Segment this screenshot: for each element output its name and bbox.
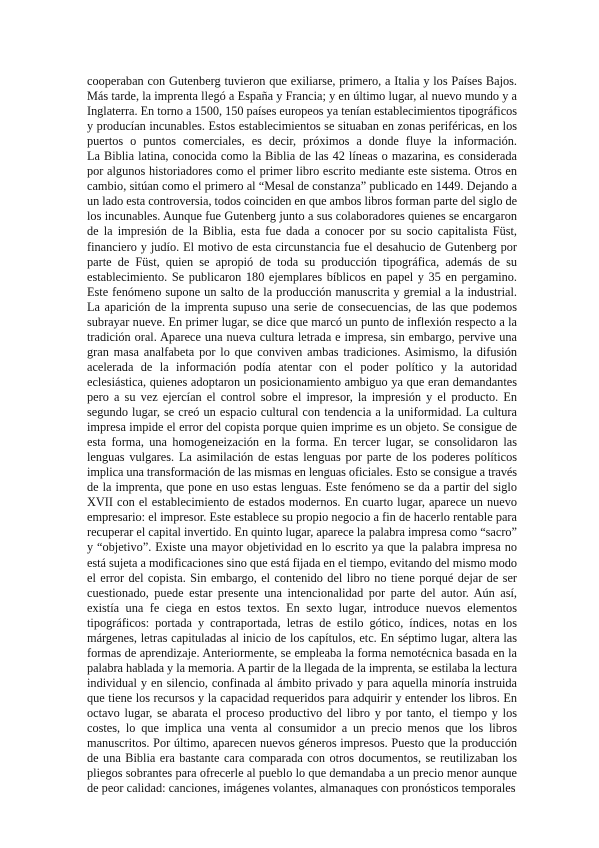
text-line: tipográficos: portada y contraportada, letras de estilo gótico, índices, notas en los: [87, 615, 517, 630]
text-line: por algunos historiadores como el primer libro escrito mediante este sistema. Otros en: [87, 164, 517, 179]
text-line: individual y en silencio, confinada al ámbito privado y para aquella minoría instruida: [87, 675, 517, 690]
text-line: La aparición de la imprenta supuso una serie de consecuencias, de las que podemos: [87, 299, 517, 314]
text-line: Inglaterra. En torno a 1500, 150 países europeos ya tenían establecimientos tipográficos: [87, 104, 517, 119]
body-text: [87, 74, 517, 796]
text-line: financiero y judío. El motivo de esta circunstancia fue el desahucio de Gutenberg por: [87, 239, 517, 254]
text-line: un lado esta controversia, todos coinciden en que ambos libros forman parte del siglo de: [87, 194, 517, 209]
text-line: de la impresión de la Biblia, esta fue dada a conocer por su socio capitalista Füst,: [87, 224, 517, 239]
text-line: existía una fe ciega en estos textos. En sexto lugar, introduce nuevos elementos: [87, 600, 517, 615]
text-line: cooperaban con Gutenberg tuvieron que exiliarse, primero, a Italia y los Países Bajos.: [87, 74, 517, 88]
text-line: cuestionado, puede estar presente una intencionalidad por parte del autor. Aún así,: [87, 585, 517, 600]
text-line: parte de Füst, quien se apropió de toda su producción tipográfica, además de su: [87, 254, 517, 269]
text-line: puertos o puntos comerciales, es decir, próximos a donde fluye la información.: [87, 134, 517, 149]
text-line: los incunables. Aunque fue Gutenberg junto a sus colaboradores quienes se encargaron: [87, 209, 517, 224]
text-line: La Biblia latina, conocida como la Biblia de las 42 líneas o mazarina, es considerada: [87, 149, 517, 164]
text-line: el error del copista. Sin embargo, el contenido del libro no tiene porqué dejar de ser: [87, 570, 517, 585]
text-line: y producían incunables. Estos establecimientos se situaban en zonas periféricas, en los: [87, 119, 517, 134]
text-line: de una Biblia era bastante cara comparada con otros documentos, se reutilizaban los: [87, 751, 517, 766]
text-line: establecimiento. Se publicaron 180 ejemplares bíblicos en papel y 35 en pergamino.: [87, 269, 517, 284]
text-line: pero a su vez ejercían el control sobre el impresor, la impresión y el producto. En: [87, 389, 517, 404]
text-line: subrayar nueve. En primer lugar, se dice que marcó un punto de inflexión respecto a la: [87, 314, 517, 329]
text-line: y “objetivo”. Existe una mayor objetividad en lo escrito ya que la palabra impresa no: [87, 540, 517, 555]
text-line: implica una transformación de las mismas en lenguas oficiales. Esto se consigue a través: [87, 465, 517, 480]
text-line: que tiene los recursos y la capacidad requeridos para adquirir y entender los libros. En: [87, 690, 517, 705]
text-line: octavo lugar, se abarata el proceso productivo del libro y por tanto, el tiempo y los: [87, 705, 517, 720]
text-line: cambio, sitúan como el primero al “Mesal de constanza” publicado en 1449. Dejando a: [87, 179, 517, 194]
text-line: empresario: el impresor. Este establece su propio negocio a fin de hacerlo rentable para: [87, 510, 517, 525]
text-line: XVII con el establecimiento de estados modernos. En cuarto lugar, aparece un nuevo: [87, 495, 517, 510]
text-line: márgenes, letras capituladas al inicio de los capítulos, etc. En séptimo lugar, altera las: [87, 630, 517, 645]
text-line: gran masa analfabeta por lo que conviven ambas tradiciones. Asimismo, la difusión: [87, 344, 517, 359]
text-line: costes, lo que implica una venta al consumidor a un precio menos que los libros: [87, 721, 517, 736]
text-line: está sujeta a modificaciones sino que está fijada en el tiempo, evitando del mismo modo: [87, 555, 517, 570]
text-line: Más tarde, la imprenta llegó a España y Francia; y en último lugar, al nuevo mundo y a: [87, 89, 517, 104]
text-line: de la imprenta, que pone en uso estas lenguas. Este fenómeno se da a partir del siglo: [87, 480, 517, 495]
text-line: lenguas vulgares. La asimilación de estas lenguas por parte de los poderes políticos: [87, 450, 517, 465]
text-line: manuscritos. Por último, aparecen nuevos géneros impresos. Puesto que la producción: [87, 736, 517, 751]
text-line: acelerada de la información podía atentar con el poder político y la autoridad: [87, 359, 517, 374]
text-line: de peor calidad: canciones, imágenes volantes, almanaques con pronósticos temporales: [87, 781, 516, 796]
text-line: impresa impide el error del copista porque quien imprime es un objeto. Se consigue de: [87, 420, 517, 435]
text-line: pliegos sobrantes para ofrecerle al pueblo lo que demandaba a un precio menor aunque: [87, 766, 517, 781]
text-line: Este fenómeno supone un salto de la producción manuscrita y gremial a la industrial.: [87, 284, 517, 299]
text-line: segundo lugar, se creó un espacio cultural con tendencia a la uniformidad. La cultura: [87, 405, 517, 420]
text-line: esta forma, una homogeneización en la forma. En tercer lugar, se consolidaron las: [87, 435, 517, 450]
text-line: formas de aprendizaje. Anteriormente, se empleaba la forma nemotécnica basada en la: [87, 645, 517, 660]
text-line: recuperar el capital invertido. En quinto lugar, aparece la palabra impresa como “sacro”: [87, 525, 517, 540]
text-line: eclesiástica, quienes adoptaron un posicionamiento ambiguo ya que eran demandantes: [87, 374, 517, 389]
text-line: palabra hablada y la memoria. A partir de la llegada de la imprenta, se estilaba la lectura: [87, 660, 517, 675]
text-line: tradición oral. Aparece una nueva cultura letrada e impresa, sin embargo, pervive una: [87, 329, 517, 344]
